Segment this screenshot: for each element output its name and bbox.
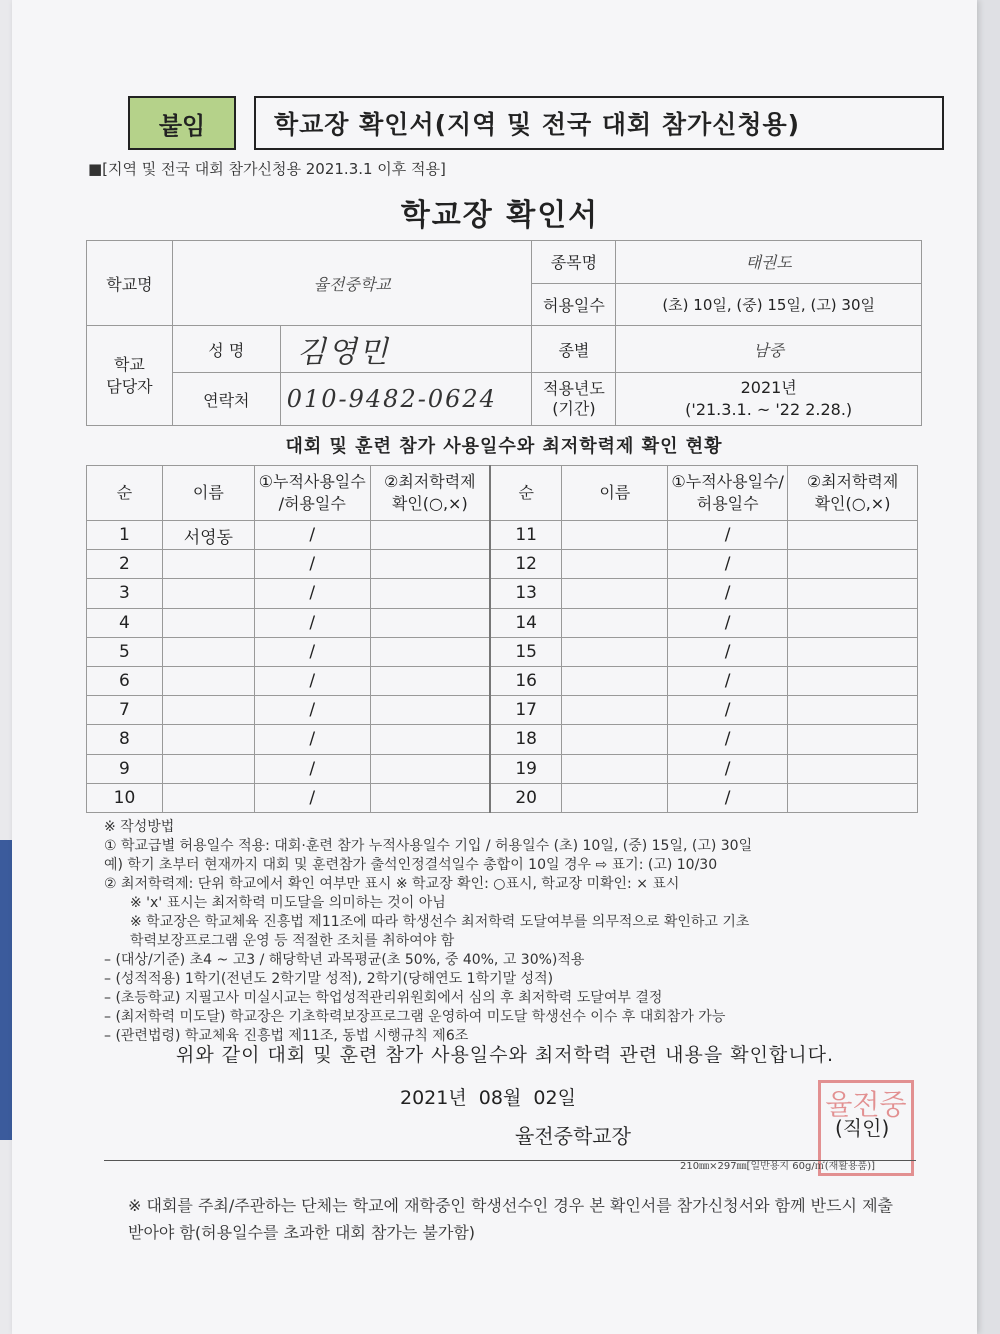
name-cell	[162, 783, 254, 812]
name-cell	[562, 696, 668, 725]
seq-cell: 14	[490, 608, 562, 637]
background-edge	[0, 840, 12, 1140]
col-header-academic: ②최저학력제 확인(○,×)	[370, 466, 490, 521]
academic-cell	[370, 783, 490, 812]
seq-cell: 10	[87, 783, 163, 812]
issue-date: 2021년 08월 02일	[400, 1087, 576, 1109]
days-cell: /	[668, 637, 788, 666]
info-table	[86, 240, 922, 426]
seq-cell: 19	[490, 754, 562, 783]
name-cell	[562, 783, 668, 812]
method-line: – (초등학교) 지필고사 미실시교는 학업성적관리위원회에서 심의 후 최저학력 도달여부 결정	[104, 990, 663, 1006]
days-value: (초) 10일, (중) 15일, (고) 30일	[616, 283, 922, 326]
method-line: – (대상/기준) 초4 ~ 고3 / 해당학년 과목평균(초 50%, 중 40%, 고 30%)적용	[104, 952, 585, 968]
table-row	[87, 754, 918, 783]
col-header-days-2: ①누적사용일수/ 허용일수	[668, 466, 788, 521]
days-cell: /	[668, 666, 788, 695]
academic-cell	[370, 521, 490, 550]
school-value: 율전중학교	[172, 241, 532, 326]
seq-cell: 17	[490, 696, 562, 725]
method-heading: ※ 작성방법	[104, 819, 175, 835]
seq-cell: 20	[490, 783, 562, 812]
table-row	[87, 637, 918, 666]
days-cell: /	[668, 696, 788, 725]
sport-value: 태권도	[616, 241, 922, 284]
academic-cell	[788, 550, 918, 579]
days-cell: /	[668, 521, 788, 550]
academic-cell	[370, 725, 490, 754]
attachment-tag: 붙임	[128, 96, 236, 150]
year-cell	[616, 373, 922, 426]
col-header-name: 이름	[162, 466, 254, 521]
academic-cell	[788, 579, 918, 608]
academic-cell	[788, 666, 918, 695]
col-header-academic-2: ②최저학력제 확인(○,×)	[788, 466, 918, 521]
name-cell	[562, 725, 668, 754]
document-title: 학교장 확인서	[400, 198, 600, 233]
academic-cell	[370, 754, 490, 783]
name-cell: 서영동	[162, 521, 254, 550]
seq-cell: 6	[87, 666, 163, 695]
principal-name: 율전중학교장	[515, 1124, 631, 1148]
name-cell	[162, 608, 254, 637]
name-cell	[162, 579, 254, 608]
days-cell: /	[668, 579, 788, 608]
method-line: 예) 학기 초부터 현재까지 대회 및 훈련참가 출석인정결석일수 총합이 10일 경우 ⇨ 표기: (고) 10/30	[104, 857, 718, 873]
academic-cell	[370, 608, 490, 637]
academic-cell	[370, 696, 490, 725]
academic-cell	[788, 521, 918, 550]
table-row	[87, 579, 918, 608]
seq-cell: 18	[490, 725, 562, 754]
seal-label: (직인)	[835, 1116, 890, 1140]
academic-cell	[370, 666, 490, 695]
name-label: 성 명	[172, 326, 280, 373]
table-row	[87, 550, 918, 579]
seq-cell: 4	[87, 608, 163, 637]
days-cell: /	[254, 579, 370, 608]
name-value: 김영민	[280, 326, 532, 373]
col-header-seq: 순	[87, 466, 163, 521]
name-cell	[562, 666, 668, 695]
table-row	[87, 608, 918, 637]
name-cell	[162, 754, 254, 783]
name-cell	[162, 666, 254, 695]
name-cell	[162, 637, 254, 666]
applicability-notice: ■[지역 및 전국 대회 참가신청용 2021.3.1 이후 적용]	[88, 160, 446, 178]
table-row	[87, 783, 918, 812]
table-row	[87, 666, 918, 695]
academic-cell	[788, 608, 918, 637]
usage-table	[86, 465, 918, 813]
seq-cell: 13	[490, 579, 562, 608]
name-cell	[162, 550, 254, 579]
academic-cell	[788, 754, 918, 783]
academic-cell	[788, 637, 918, 666]
days-cell: /	[668, 754, 788, 783]
days-cell: /	[254, 696, 370, 725]
seq-cell: 9	[87, 754, 163, 783]
name-cell	[562, 754, 668, 783]
school-label: 학교명	[87, 241, 173, 326]
year-label: 적용년도 (기간)	[532, 373, 616, 426]
manager-label: 학교 담당자	[87, 326, 173, 426]
method-line: ② 최저학력제: 단위 학교에서 확인 여부만 표시 ※ 학교장 확인: ○표시, 학교장 미확인: × 표시	[104, 876, 680, 892]
name-cell	[562, 550, 668, 579]
days-label: 허용일수	[532, 283, 616, 326]
contact-label: 연락처	[172, 373, 280, 426]
days-cell: /	[668, 608, 788, 637]
seq-cell: 2	[87, 550, 163, 579]
name-cell	[562, 521, 668, 550]
days-cell: /	[254, 637, 370, 666]
days-cell: /	[254, 666, 370, 695]
method-line: 학력보장프로그램 운영 등 적절한 조치를 취하여야 함	[130, 933, 455, 949]
category-label: 종별	[532, 326, 616, 373]
section-title: 대회 및 훈련 참가 사용일수와 최저학력제 확인 현황	[285, 436, 723, 457]
name-cell	[162, 725, 254, 754]
seq-cell: 7	[87, 696, 163, 725]
method-line: ※ 학교장은 학교체육 진흥법 제11조에 따라 학생선수 최저학력 도달여부를 의무적으로 확인하고 기초	[130, 914, 750, 930]
year-period: ('21.3.1. ~ '22 2.28.)	[685, 400, 853, 419]
confirmation-statement: 위와 같이 대회 및 훈련 참가 사용일수와 최저학력 관련 내용을 확인합니다.	[175, 1044, 835, 1066]
name-cell	[562, 637, 668, 666]
seq-cell: 5	[87, 637, 163, 666]
name-cell	[162, 696, 254, 725]
col-header-days: ①누적사용일수 /허용일수	[254, 466, 370, 521]
academic-cell	[788, 725, 918, 754]
days-cell: /	[668, 725, 788, 754]
sport-label: 종목명	[532, 241, 616, 284]
days-cell: /	[668, 783, 788, 812]
academic-cell	[788, 783, 918, 812]
year-value: 2021년	[740, 378, 797, 397]
seq-cell: 15	[490, 637, 562, 666]
seq-cell: 12	[490, 550, 562, 579]
academic-cell	[370, 579, 490, 608]
table-row	[87, 725, 918, 754]
days-cell: /	[668, 550, 788, 579]
method-line: – (성적적용) 1학기(전년도 2학기말 성적), 2학기(당해연도 1학기말 성적)	[104, 971, 554, 987]
seq-cell: 3	[87, 579, 163, 608]
seq-cell: 16	[490, 666, 562, 695]
name-cell	[562, 579, 668, 608]
writing-method	[104, 818, 924, 1046]
days-cell: /	[254, 754, 370, 783]
footnote: ※ 대회를 주최/주관하는 단체는 학교에 재학중인 학생선수인 경우 본 확인서를 참가신청서와 함께 반드시 제출받아야 함(허용일수를 초과한 대회 참가는 불가함)	[128, 1196, 893, 1242]
col-header-seq-2: 순	[490, 466, 562, 521]
days-cell: /	[254, 725, 370, 754]
method-line: – (관련법령) 학교체육 진흥법 제11조, 동법 시행규칙 제6조	[104, 1028, 469, 1044]
days-cell: /	[254, 783, 370, 812]
seq-cell: 11	[490, 521, 562, 550]
contact-value: 010-9482-0624	[280, 373, 532, 426]
paper-spec: 210㎜×297㎜[일반용지 60g/㎡(재활용품)]	[680, 1161, 876, 1172]
method-line: ※ 'x' 표시는 최저학력 미도달을 의미하는 것이 아님	[130, 895, 446, 911]
header	[128, 96, 946, 152]
col-header-name-2: 이름	[562, 466, 668, 521]
academic-cell	[370, 550, 490, 579]
seq-cell: 8	[87, 725, 163, 754]
days-cell: /	[254, 550, 370, 579]
category-value: 남중	[616, 326, 922, 373]
days-cell: /	[254, 521, 370, 550]
table-row	[87, 521, 918, 550]
table-row	[87, 696, 918, 725]
academic-cell	[370, 637, 490, 666]
name-cell	[562, 608, 668, 637]
official-seal: 율전중	[818, 1080, 914, 1176]
days-cell: /	[254, 608, 370, 637]
academic-cell	[788, 696, 918, 725]
method-line: – (최저학력 미도달) 학교장은 기초학력보장프로그램 운영하여 미도달 학생선수 이수 후 대회참가 가능	[104, 1009, 726, 1025]
method-line: ① 학교급별 허용일수 적용: 대회·훈련 참가 누적사용일수 기입 / 허용일수 (초) 10일, (중) 15일, (고) 30일	[104, 838, 753, 854]
seq-cell: 1	[87, 521, 163, 550]
header-title: 학교장 확인서(지역 및 전국 대회 참가신청용)	[254, 96, 944, 150]
